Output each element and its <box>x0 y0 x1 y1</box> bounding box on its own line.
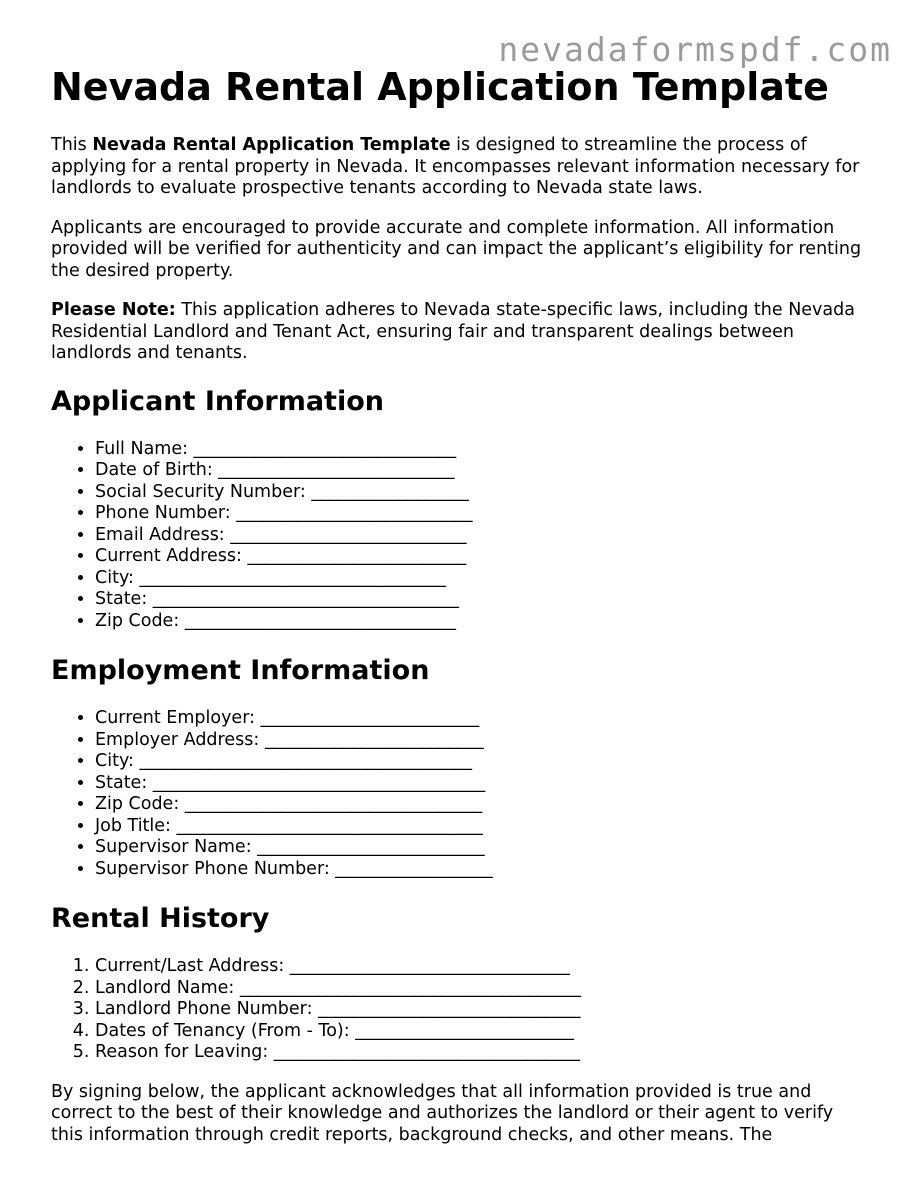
list-item: • Zip Code: __________________________________ <box>95 794 866 816</box>
list-item: 1. Current/Last Address: ________________________________ <box>95 956 866 978</box>
list-item: • Current Address: _________________________ <box>95 546 866 568</box>
note-paragraph <box>51 300 866 365</box>
list-item: 3. Landlord Phone Number: ______________________________ <box>95 999 866 1021</box>
intro-suffix: is designed to streamline the process of applying for a rental property in Nevada. It encompasses relevant information necessary for landlords to evaluate prospective tenants according to Nevada state laws. <box>51 135 860 198</box>
intro-bold: Nevada Rental Application Template <box>92 135 451 155</box>
intro-prefix: This <box>51 135 93 155</box>
list-item: • Phone Number: ___________________________ <box>95 503 866 525</box>
list-item: • State: ___________________________________ <box>95 589 866 611</box>
watermark: nevadaformspdf.com <box>498 30 892 69</box>
note-label: Please Note: <box>51 300 176 320</box>
page-title: Nevada Rental Application Template <box>51 65 829 109</box>
list-item: • Supervisor Phone Number: __________________ <box>95 859 866 881</box>
list-item: • Current Employer: _________________________ <box>95 708 866 730</box>
document-page <box>51 64 866 1146</box>
applicant-heading: Applicant Information <box>51 385 384 417</box>
list-item: • Full Name: ______________________________ <box>95 439 866 461</box>
list-item: • Email Address: ___________________________ <box>95 525 866 547</box>
accuracy-paragraph: Applicants are encouraged to provide accurate and complete information. All information provided will be verified for authenticity and can impact the applicant’s eligibility for renting the desired property. <box>51 217 862 281</box>
note-text: This application adheres to Nevada state-specific laws, including the Nevada Residential Landlord and Tenant Act, ensuring fair and transparent dealings between landlords and tenants. <box>51 300 855 363</box>
list-item: • Social Security Number: __________________ <box>95 482 866 504</box>
list-item: • Supervisor Name: __________________________ <box>95 837 866 859</box>
rental-history-heading: Rental History <box>51 903 270 934</box>
list-item: • Employer Address: _________________________ <box>95 730 866 752</box>
list-item: 4. Dates of Tenancy (From - To): _________________________ <box>95 1021 866 1043</box>
signing-paragraph: By signing below, the applicant acknowledges that all information provided is true and correct to the best of their knowledge and authorizes the landlord or their agent to verify this information through credit reports, background checks, and other means. The <box>51 1081 834 1145</box>
employment-list <box>51 708 866 880</box>
list-item: • City: ______________________________________ <box>95 751 866 773</box>
rental-history-list <box>51 956 866 1064</box>
list-item: • Date of Birth: ___________________________ <box>95 460 866 482</box>
list-item: • Job Title: ___________________________________ <box>95 816 866 838</box>
list-item: 2. Landlord Name: _______________________________________ <box>95 978 866 1000</box>
list-item: • City: ___________________________________ <box>95 568 866 590</box>
list-item: • State: ______________________________________ <box>95 773 866 795</box>
list-item: • Zip Code: _______________________________ <box>95 611 866 633</box>
intro-paragraph <box>51 135 866 200</box>
applicant-list <box>51 439 866 633</box>
employment-heading: Employment Information <box>51 655 430 686</box>
list-item: 5. Reason for Leaving: ___________________________________ <box>95 1042 866 1064</box>
